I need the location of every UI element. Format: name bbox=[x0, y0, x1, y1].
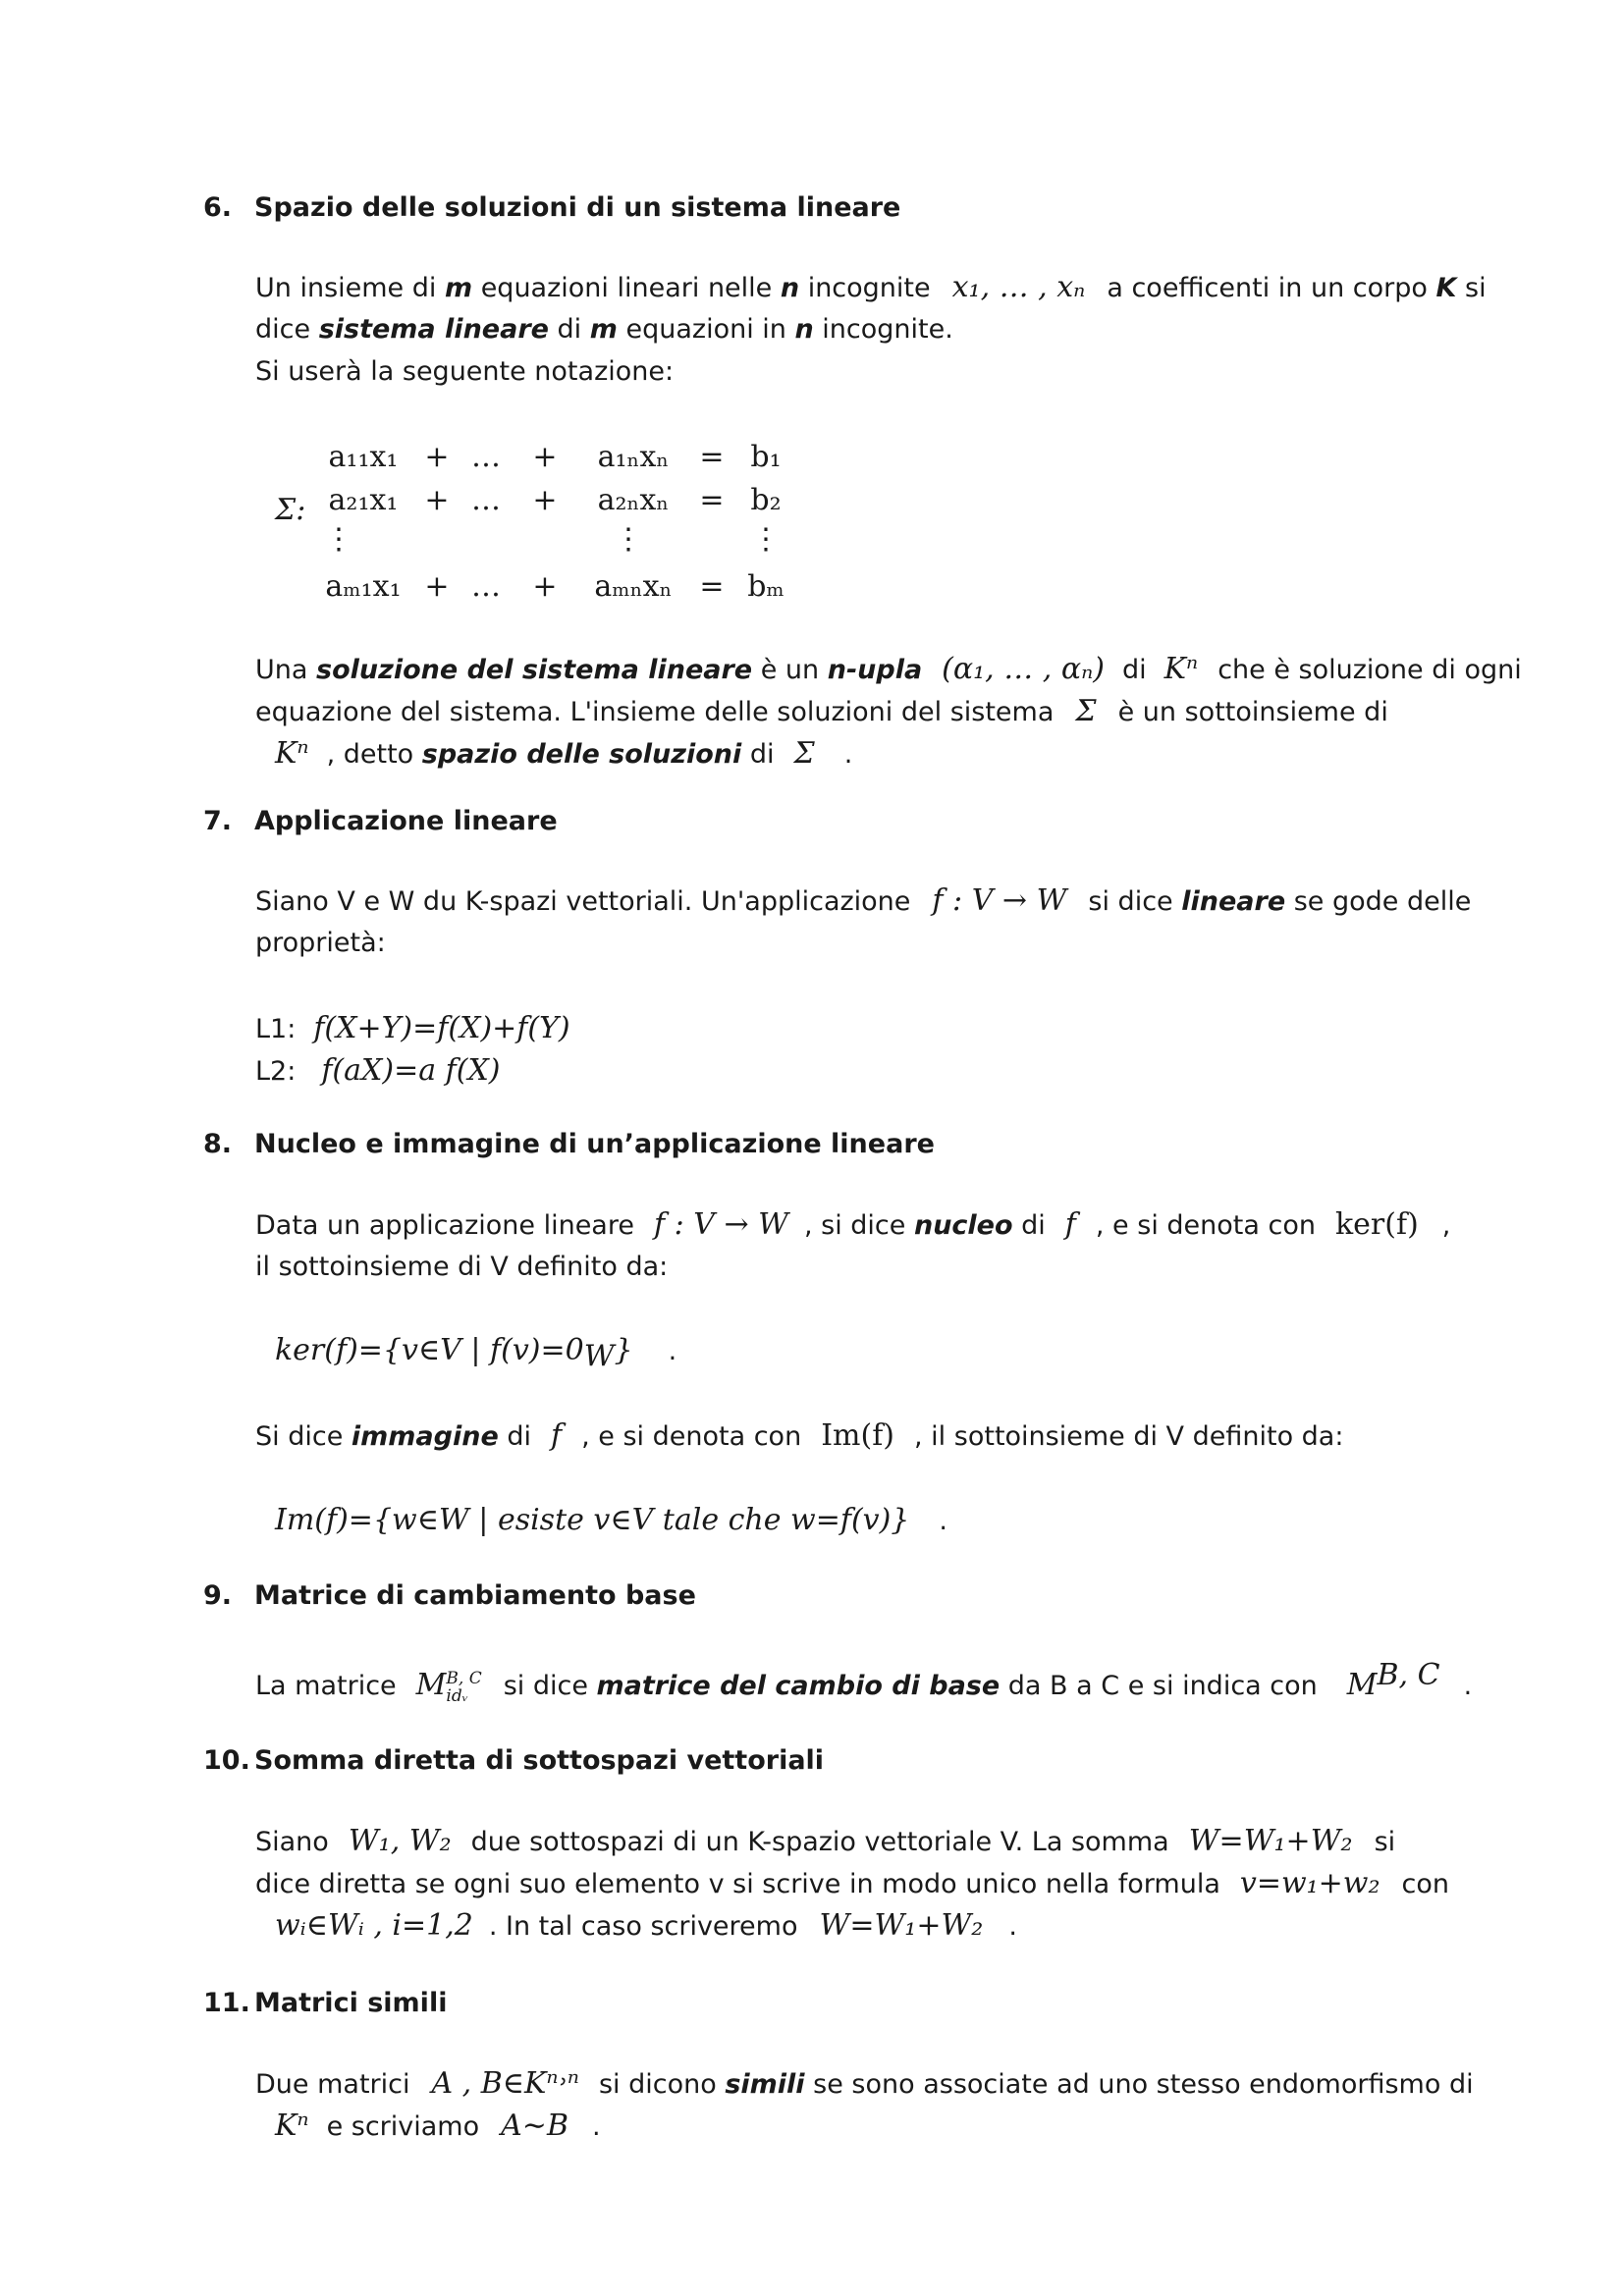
system-cell: + bbox=[532, 569, 558, 604]
term-lineare: lineare bbox=[1181, 886, 1286, 917]
term-sistema-lineare: sistema lineare bbox=[318, 314, 549, 345]
formula-imf: Im(f) bbox=[821, 1418, 895, 1453]
s8-paragraph-line-1 bbox=[255, 1203, 1450, 1247]
formula-im-def: =f(v)} bbox=[815, 1503, 910, 1537]
formula-subscript: W bbox=[583, 1339, 615, 1374]
system-cell: aₘₙxₙ bbox=[594, 569, 673, 604]
system-cell: ⋮ bbox=[751, 522, 781, 557]
term-spazio-soluzioni: spazio delle soluzioni bbox=[421, 739, 742, 770]
text: . bbox=[1008, 1911, 1017, 1942]
section-number: 8. bbox=[203, 1129, 233, 1159]
system-cell: = bbox=[699, 440, 725, 474]
term-soluzione: soluzione del sistema lineare bbox=[316, 655, 753, 685]
formula-M: M bbox=[1346, 1668, 1378, 1702]
s11-paragraph-line-2 bbox=[275, 2105, 601, 2148]
n-italic: n bbox=[794, 314, 814, 345]
term-simili: simili bbox=[725, 2069, 805, 2100]
text: Data un applicazione lineare bbox=[255, 1210, 634, 1241]
section-title: Spazio delle soluzioni di un sistema lineare bbox=[254, 192, 901, 223]
text: . In tal caso scriveremo bbox=[488, 1911, 798, 1942]
text: incognite. bbox=[813, 314, 953, 345]
formula-im-def: esiste v∈V tale che w bbox=[497, 1503, 816, 1537]
formula-f: f bbox=[551, 1418, 563, 1453]
formula-map: f : V → W bbox=[932, 883, 1067, 918]
formula-ker-def: ker(f)={v∈V | f(v)=0 bbox=[275, 1333, 584, 1367]
section-number: 6. bbox=[203, 192, 233, 223]
s10-paragraph-line-1 bbox=[255, 1820, 1395, 1863]
formula-sigma: Σ bbox=[793, 736, 815, 771]
label: L1: bbox=[255, 1014, 297, 1044]
im-definition bbox=[275, 1499, 947, 1542]
section-title: Somma diretta di sottospazi vettoriali bbox=[254, 1745, 825, 1776]
s8-paragraph-line-2: il sottoinsieme di V definito da: bbox=[255, 1252, 669, 1282]
formula-L1: f(X+Y)=f(X)+f(Y) bbox=[313, 1011, 570, 1045]
text: equazioni lineari nelle bbox=[472, 273, 781, 303]
s6-paragraph-line-1 bbox=[255, 266, 1487, 309]
system-cell: + bbox=[532, 440, 558, 474]
formula-w12: W₁, W₂ bbox=[348, 1824, 452, 1858]
system-cell: ⋮ bbox=[614, 522, 643, 557]
term-nupla: n-upla bbox=[827, 655, 923, 685]
text: , detto bbox=[326, 739, 422, 770]
text: con bbox=[1401, 1869, 1449, 1899]
text: due sottospazi di un K-spazio vettoriale V. La somma bbox=[470, 1827, 1169, 1857]
system-cell: bₘ bbox=[747, 569, 784, 604]
superscript: B, C bbox=[1377, 1658, 1440, 1692]
text: a coefficenti in un corpo bbox=[1107, 273, 1436, 303]
text: dice diretta se ogni suo elemento v si scrive in modo unico nella formula bbox=[255, 1869, 1220, 1899]
section-8-heading bbox=[203, 1129, 935, 1159]
term-matrice-cambio: matrice del cambio di base bbox=[596, 1671, 1001, 1701]
system-cell: a₁ₙxₙ bbox=[597, 440, 670, 474]
subscript: idᵥ bbox=[446, 1685, 469, 1706]
formula-kerf: ker(f) bbox=[1334, 1207, 1419, 1242]
s11-paragraph-line-1 bbox=[255, 2062, 1474, 2106]
text: dice bbox=[255, 314, 319, 345]
s9-paragraph-line-1 bbox=[255, 1658, 1473, 1707]
section-7-heading bbox=[203, 806, 558, 836]
section-6-heading bbox=[203, 192, 900, 223]
text: , bbox=[1441, 1210, 1451, 1241]
term-nucleo: nucleo bbox=[913, 1210, 1013, 1241]
text: , e si denota con bbox=[1095, 1210, 1316, 1241]
system-cell: = bbox=[699, 569, 725, 604]
system-cell: + bbox=[424, 569, 450, 604]
text: Si dice bbox=[255, 1421, 352, 1452]
text: si dice bbox=[1088, 886, 1182, 917]
system-cell: a₁₁x₁ bbox=[328, 440, 399, 474]
text: equazione del sistema. L'insieme delle soluzioni del sistema bbox=[255, 697, 1055, 727]
formula-vars: x₁, … , xₙ bbox=[951, 270, 1086, 304]
text: se gode delle bbox=[1285, 886, 1472, 917]
text: si dice bbox=[503, 1671, 597, 1701]
text: , si dice bbox=[803, 1210, 914, 1241]
section-11-heading bbox=[203, 1988, 447, 2018]
text: Due matrici bbox=[255, 2069, 410, 2100]
system-cell: a₂ₙxₙ bbox=[597, 483, 670, 517]
s10-paragraph-line-2 bbox=[255, 1862, 1449, 1905]
formula-Kn: Kⁿ bbox=[275, 736, 309, 771]
text: si dicono bbox=[598, 2069, 726, 2100]
label: L2: bbox=[255, 1056, 297, 1087]
system-cell: ⋮ bbox=[324, 522, 353, 557]
system-cell: … bbox=[471, 569, 501, 604]
section-title: Nucleo e immagine di un’applicazione lineare bbox=[254, 1129, 935, 1159]
text: . bbox=[668, 1336, 677, 1366]
m-italic: m bbox=[589, 314, 618, 345]
formula-brace: } bbox=[614, 1333, 633, 1367]
text: che è soluzione di ogni bbox=[1217, 655, 1522, 685]
text: di bbox=[741, 739, 775, 770]
text: Siano bbox=[255, 1827, 329, 1857]
system-cell: + bbox=[424, 483, 450, 517]
s6-paragraph-line-3: Si userà la seguente notazione: bbox=[255, 356, 675, 387]
text: e scriviamo bbox=[326, 2111, 480, 2142]
text: incognite bbox=[799, 273, 931, 303]
superscript: B, C bbox=[446, 1668, 482, 1688]
section-title: Matrice di cambiamento base bbox=[254, 1580, 696, 1611]
system-cell: b₂ bbox=[750, 483, 782, 517]
text: si bbox=[1456, 273, 1487, 303]
text: La matrice bbox=[255, 1671, 397, 1701]
formula-wsum: W=W₁+W₂ bbox=[1188, 1824, 1353, 1858]
s6-paragraph2-line-2 bbox=[255, 690, 1388, 733]
s10-paragraph-line-3 bbox=[275, 1904, 1017, 1948]
s7-paragraph-line-2: proprietà: bbox=[255, 928, 386, 958]
formula-sigma: Σ bbox=[1075, 694, 1097, 728]
text: è un sottoinsieme di bbox=[1117, 697, 1388, 727]
system-cell: aₘ₁x₁ bbox=[325, 569, 402, 604]
text: . bbox=[592, 2111, 601, 2142]
system-cell: b₁ bbox=[750, 440, 782, 474]
text: si bbox=[1374, 1827, 1396, 1857]
section-number: 11. bbox=[203, 1988, 250, 2018]
system-cell: a₂₁x₁ bbox=[328, 483, 399, 517]
formula-L2: f(aX)=a f(X) bbox=[321, 1053, 501, 1088]
formula-tuple: (α₁, … , αₙ) bbox=[942, 652, 1105, 686]
formula-map: f : V → W bbox=[653, 1207, 788, 1242]
system-cell: = bbox=[699, 483, 725, 517]
text: . bbox=[843, 739, 853, 770]
s6-paragraph2-line-1 bbox=[255, 648, 1522, 691]
formula-M: M bbox=[415, 1668, 447, 1702]
formula-sim: A∼B bbox=[501, 2109, 568, 2143]
property-L2 bbox=[255, 1049, 501, 1093]
system-cell: … bbox=[471, 483, 501, 517]
formula-M-indices bbox=[446, 1670, 481, 1705]
text: Un insieme di bbox=[255, 273, 445, 303]
text: equazioni in bbox=[617, 314, 795, 345]
text: da B a C e si indica con bbox=[1000, 1671, 1318, 1701]
section-9-heading bbox=[203, 1580, 696, 1611]
system-cell: + bbox=[532, 483, 558, 517]
text: di bbox=[548, 314, 590, 345]
system-cell: + bbox=[424, 440, 450, 474]
text: di bbox=[498, 1421, 531, 1452]
s7-paragraph-line-1 bbox=[255, 880, 1471, 923]
text: di bbox=[1012, 1210, 1046, 1241]
sigma-label: Σ: bbox=[275, 493, 306, 527]
s6-paragraph2-line-3 bbox=[275, 732, 852, 775]
text: . bbox=[1463, 1671, 1473, 1701]
section-number: 9. bbox=[203, 1580, 233, 1611]
text: Una bbox=[255, 655, 317, 685]
section-title: Matrici simili bbox=[254, 1988, 448, 2018]
property-L1 bbox=[255, 1007, 570, 1050]
n-italic: n bbox=[780, 273, 800, 303]
formula-Kn: Kⁿ bbox=[275, 2109, 309, 2143]
formula-Kn: Kⁿ bbox=[1163, 652, 1199, 686]
s6-paragraph-line-2 bbox=[255, 308, 953, 350]
text: se sono associate ad uno stesso endomorfismo di bbox=[804, 2069, 1474, 2100]
section-10-heading bbox=[203, 1745, 824, 1776]
system-cell: … bbox=[471, 440, 501, 474]
formula-wi: wᵢ∈Wᵢ , i=1,2 bbox=[275, 1908, 473, 1943]
text: , il sottoinsieme di V definito da: bbox=[914, 1421, 1344, 1452]
section-number: 7. bbox=[203, 806, 233, 836]
formula-vsum: v=w₁+w₂ bbox=[1239, 1866, 1380, 1900]
text: . bbox=[939, 1506, 947, 1536]
section-number: 10. bbox=[203, 1745, 250, 1776]
term-immagine: immagine bbox=[351, 1421, 499, 1452]
K-italic: K bbox=[1435, 273, 1457, 303]
text: è un bbox=[752, 655, 828, 685]
text: di bbox=[1121, 655, 1147, 685]
formula-wsum: W=W₁+W₂ bbox=[819, 1908, 984, 1943]
text: Siano V e W du K-spazi vettoriali. Un'applicazione bbox=[255, 886, 911, 917]
formula-f: f bbox=[1064, 1207, 1076, 1242]
section-title: Applicazione lineare bbox=[254, 806, 558, 836]
s8-paragraph2-line-1 bbox=[255, 1415, 1343, 1458]
formula-im-def: Im(f)={w∈W | bbox=[275, 1503, 498, 1537]
text: , e si denota con bbox=[581, 1421, 802, 1452]
formula-AB: A , B∈Kⁿ˒ⁿ bbox=[431, 2066, 579, 2101]
ker-definition bbox=[275, 1329, 676, 1372]
m-italic: m bbox=[444, 273, 473, 303]
